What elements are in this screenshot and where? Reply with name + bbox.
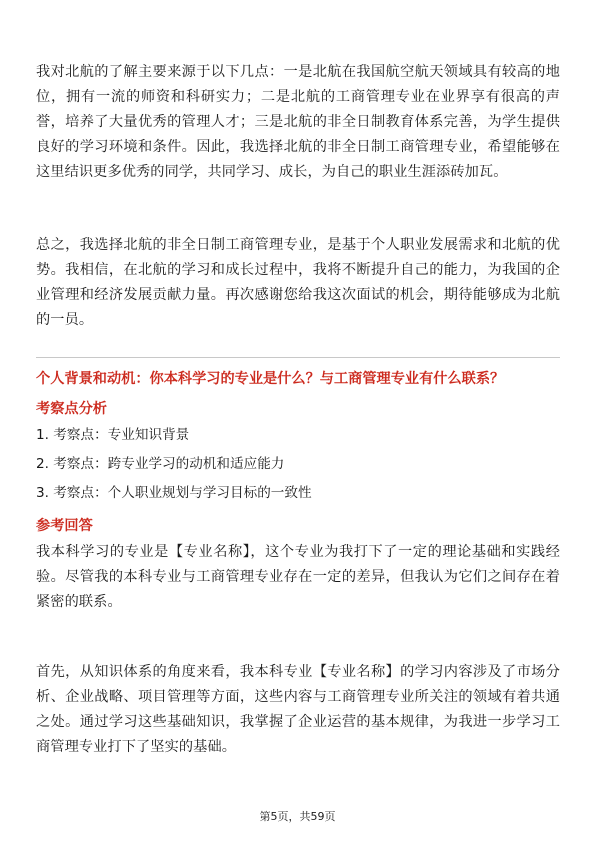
page-number: 第5页，共59页 — [259, 810, 336, 823]
answer-heading: 参考回答 — [36, 518, 93, 534]
analysis-heading: 考察点分析 — [36, 401, 107, 417]
intro-paragraph-2: 总之，我选择北航的非全日制工商管理专业，是基于个人职业发展需求和北航的优势。我相信，在北航的学习和成长过程中，我将不断提升自己的能力，为我国的企业管理和经济发展贡献力量。再次感谢您给我这次面试的机会，期待能够成为北航的一员。 — [36, 237, 560, 328]
analysis-point: 1. 考察点：专业知识背景 — [36, 427, 190, 443]
intro-paragraph-1: 我对北航的了解主要来源于以下几点：一是北航在我国航空航天领域具有较高的地位，拥有一流的师资和科研实力；二是北航的工商管理专业在业界享有很高的声誉，培养了大量优秀的管理人才；三是北航的非全日制教育体系完善，为学生提供良好的学习环境和条件。因此，我选择北航的非全日制工商管理专业，希望能够在这里结识更多优秀的同学，共同学习、成长，为自己的职业生涯添砖加瓦。 — [36, 64, 560, 180]
answer-paragraph-1: 我本科学习的专业是【专业名称】，这个专业为我打下了一定的理论基础和实践经验。尽管我的本科专业与工商管理专业存在一定的差异，但我认为它们之间存在着紧密的联系。 — [36, 544, 560, 610]
answer-paragraph-2: 首先，从知识体系的角度来看，我本科专业【专业名称】的学习内容涉及了市场分析、企业战略、项目管理等方面，这些内容与工商管理专业所关注的领域有着共通之处。通过学习这些基础知识，我掌握了企业运营的基本规律，为我进一步学习工商管理专业打下了坚实的基础。 — [36, 664, 560, 755]
analysis-point-list — [36, 424, 312, 511]
analysis-point: 2. 考察点：跨专业学习的动机和适应能力 — [36, 456, 285, 472]
analysis-point: 3. 考察点：个人职业规划与学习目标的一致性 — [36, 485, 312, 501]
question-title: 个人背景和动机：你本科学习的专业是什么？与工商管理专业有什么联系？ — [36, 371, 505, 387]
section-divider — [36, 357, 560, 358]
